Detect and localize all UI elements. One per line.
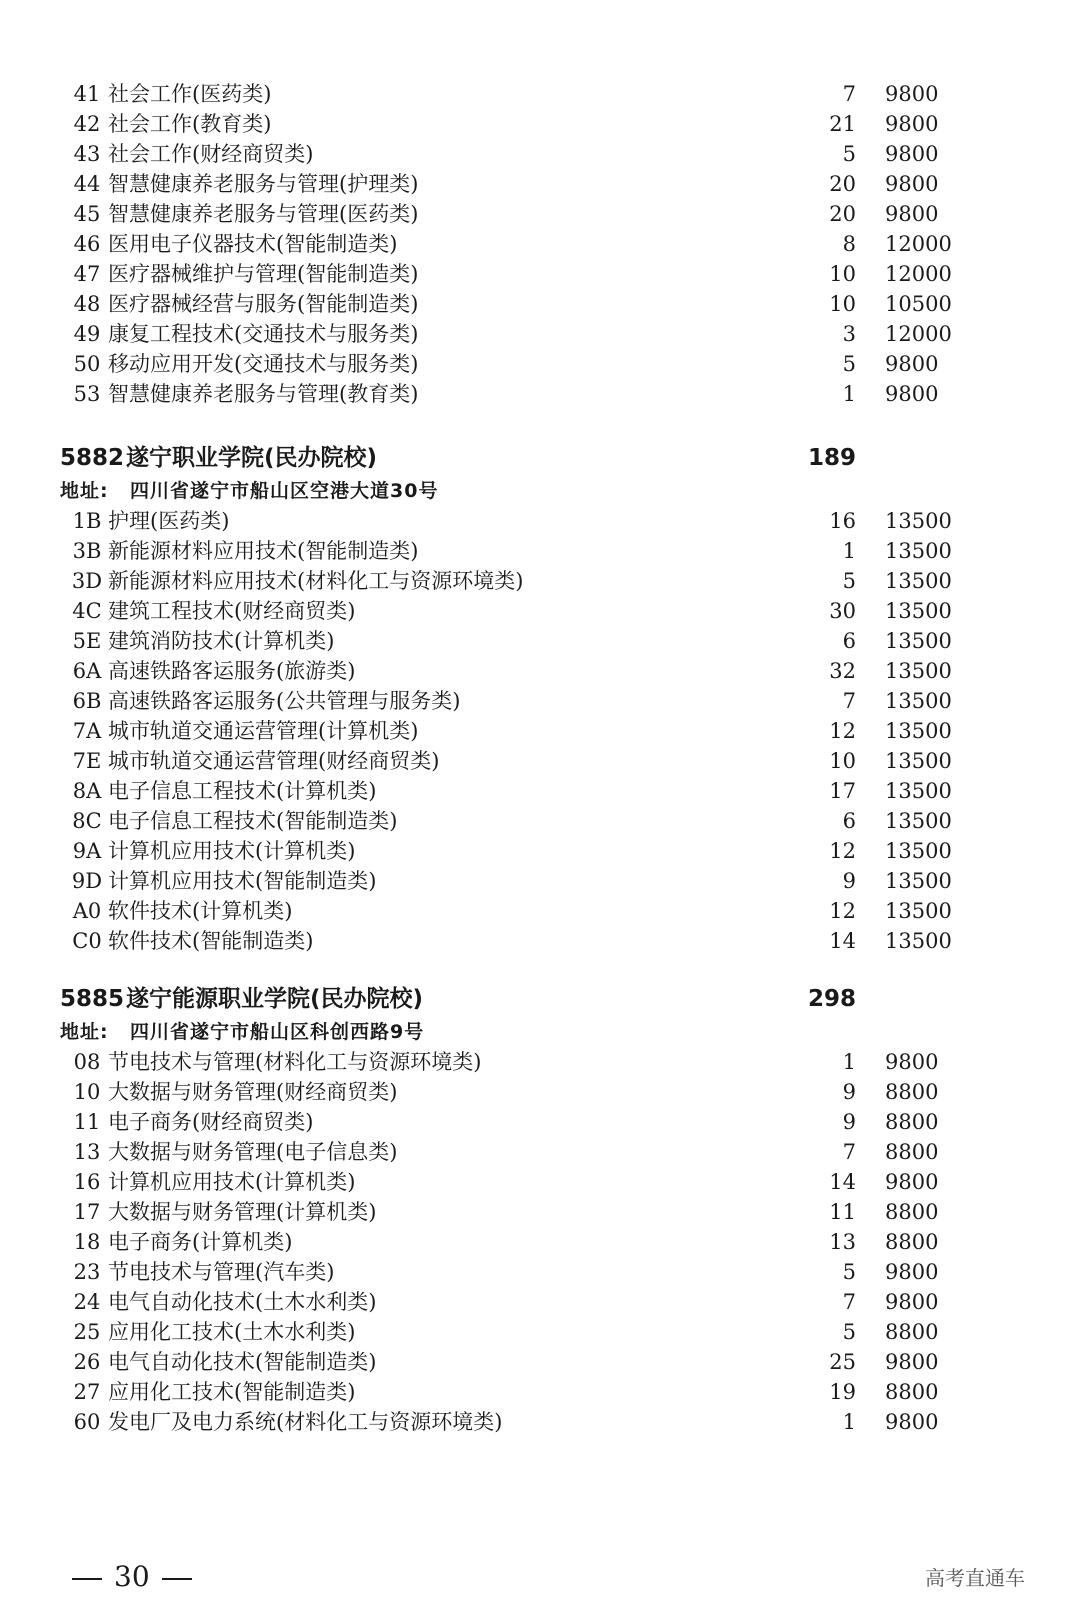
table-row (0, 686, 1080, 716)
program-code: 48 (73, 292, 101, 316)
program-name: 计算机应用技术(计算机类) (108, 839, 356, 863)
school-name: 遂宁职业学院(民办院校) (126, 445, 378, 471)
section-continued (0, 79, 1080, 409)
program-code: 13 (73, 1140, 101, 1164)
program-name: 新能源材料应用技术(材料化工与资源环境类) (108, 569, 524, 593)
program-name: 电子信息工程技术(计算机类) (108, 779, 377, 803)
address-label: 地址: (60, 1021, 109, 1043)
enroll-count: 7 (842, 1140, 856, 1164)
tuition-fee: 12000 (885, 262, 952, 286)
program-code: 3B (72, 539, 102, 563)
enroll-count: 1 (842, 382, 856, 406)
program-code: 9D (71, 869, 103, 893)
table-row (0, 259, 1080, 289)
program-code: 46 (73, 232, 101, 256)
program-name: 软件技术(智能制造类) (108, 929, 314, 953)
program-name: 智慧健康养老服务与管理(医药类) (108, 202, 419, 226)
tuition-fee: 9800 (885, 112, 939, 136)
school-address (0, 1017, 1080, 1047)
section-school-5885 (0, 981, 1080, 1437)
tuition-fee: 9800 (885, 1290, 939, 1314)
tuition-fee: 8800 (885, 1110, 939, 1134)
program-code: 08 (73, 1050, 101, 1074)
table-row (0, 1137, 1080, 1167)
program-code: 25 (73, 1320, 101, 1344)
tuition-fee: 9800 (885, 1050, 939, 1074)
program-name: 医用电子仪器技术(智能制造类) (108, 232, 398, 256)
program-name: 软件技术(计算机类) (108, 899, 293, 923)
table-row (0, 139, 1080, 169)
program-name: 大数据与财务管理(计算机类) (108, 1200, 377, 1224)
table-row (0, 1227, 1080, 1257)
school-address (0, 476, 1080, 506)
table-row (0, 506, 1080, 536)
program-code: 41 (73, 82, 101, 106)
enroll-count: 19 (829, 1380, 856, 1404)
school-id: 5882 (60, 445, 125, 471)
tuition-fee: 13500 (885, 929, 952, 953)
tuition-fee: 13500 (885, 719, 952, 743)
table-row (0, 566, 1080, 596)
tuition-fee: 10500 (885, 292, 952, 316)
school-header (0, 981, 1080, 1017)
program-code: 42 (73, 112, 101, 136)
enroll-count: 5 (842, 1320, 856, 1344)
table-row (0, 289, 1080, 319)
tuition-fee: 9800 (885, 382, 939, 406)
tuition-fee: 13500 (885, 809, 952, 833)
tuition-fee: 9800 (885, 1260, 939, 1284)
program-name: 智慧健康养老服务与管理(护理类) (108, 172, 419, 196)
school-id: 5885 (60, 986, 125, 1012)
dash-right (162, 1578, 192, 1580)
table-row (0, 199, 1080, 229)
enroll-count: 1 (842, 1050, 856, 1074)
enroll-count: 20 (829, 202, 856, 226)
program-name: 节电技术与管理(汽车类) (108, 1260, 335, 1284)
address-text: 四川省遂宁市船山区空港大道30号 (130, 480, 439, 502)
program-name: 应用化工技术(土木水利类) (108, 1320, 356, 1344)
program-code: 17 (73, 1200, 101, 1224)
program-name: 城市轨道交通运营管理(财经商贸类) (108, 749, 440, 773)
program-name: 节电技术与管理(材料化工与资源环境类) (108, 1050, 482, 1074)
table-row (0, 716, 1080, 746)
dash-left (72, 1578, 102, 1580)
program-code: 8C (72, 809, 102, 833)
table-row (0, 1047, 1080, 1077)
enroll-count: 6 (842, 629, 856, 653)
enroll-count: 16 (829, 509, 856, 533)
enroll-count: 7 (842, 82, 856, 106)
program-name: 医疗器械经营与服务(智能制造类) (108, 292, 419, 316)
program-code: 53 (73, 382, 101, 406)
enroll-count: 21 (829, 112, 856, 136)
program-code: 3D (71, 569, 103, 593)
program-code: 18 (73, 1230, 101, 1254)
enroll-count: 6 (842, 809, 856, 833)
table-row (0, 1407, 1080, 1437)
tuition-fee: 13500 (885, 779, 952, 803)
program-code: 4C (72, 599, 102, 623)
table-row (0, 1347, 1080, 1377)
address-text: 四川省遂宁市船山区科创西路9号 (130, 1021, 425, 1043)
tuition-fee: 9800 (885, 352, 939, 376)
table-row (0, 1317, 1080, 1347)
program-name: 应用化工技术(智能制造类) (108, 1380, 356, 1404)
program-code: 24 (73, 1290, 101, 1314)
tuition-fee: 13500 (885, 839, 952, 863)
table-row (0, 776, 1080, 806)
program-code: 1B (72, 509, 102, 533)
program-name: 新能源材料应用技术(智能制造类) (108, 539, 419, 563)
program-code: 5E (72, 629, 102, 653)
enroll-count: 5 (842, 569, 856, 593)
program-code: 9A (72, 839, 102, 863)
enroll-count: 14 (829, 1170, 856, 1194)
enroll-count: 17 (829, 779, 856, 803)
table-row (0, 1377, 1080, 1407)
tuition-fee: 12000 (885, 232, 952, 256)
tuition-fee: 13500 (885, 509, 952, 533)
program-code: 8A (72, 779, 102, 803)
enroll-count: 20 (829, 172, 856, 196)
tuition-fee: 8800 (885, 1380, 939, 1404)
enroll-count: 1 (842, 1410, 856, 1434)
enroll-count: 13 (829, 1230, 856, 1254)
enroll-count: 8 (842, 232, 856, 256)
enroll-count: 12 (829, 839, 856, 863)
section-school-5882 (0, 440, 1080, 956)
program-name: 高速铁路客运服务(旅游类) (108, 659, 356, 683)
enroll-count: 5 (842, 142, 856, 166)
address-label: 地址: (60, 480, 109, 502)
tuition-fee: 8800 (885, 1080, 939, 1104)
table-row (0, 79, 1080, 109)
watermark: 高考直通车 (925, 1566, 1025, 1590)
program-name: 社会工作(教育类) (108, 112, 272, 136)
tuition-fee: 13500 (885, 869, 952, 893)
enroll-count: 10 (829, 262, 856, 286)
enroll-count: 3 (842, 322, 856, 346)
tuition-fee: 8800 (885, 1230, 939, 1254)
program-name: 移动应用开发(交通技术与服务类) (108, 352, 419, 376)
tuition-fee: 9800 (885, 82, 939, 106)
program-name: 电气自动化技术(智能制造类) (108, 1350, 377, 1374)
enroll-count: 32 (829, 659, 856, 683)
school-total: 189 (807, 445, 856, 471)
enroll-count: 1 (842, 539, 856, 563)
table-row (0, 866, 1080, 896)
program-code: 7E (72, 749, 102, 773)
program-name: 社会工作(财经商贸类) (108, 142, 314, 166)
program-code: 10 (73, 1080, 101, 1104)
program-name: 大数据与财务管理(电子信息类) (108, 1140, 398, 1164)
program-code: 49 (73, 322, 101, 346)
page-number-footer (60, 1560, 204, 1593)
enroll-count: 12 (829, 899, 856, 923)
program-name: 计算机应用技术(智能制造类) (108, 869, 377, 893)
enroll-count: 9 (842, 869, 856, 893)
tuition-fee: 8800 (885, 1140, 939, 1164)
program-name: 建筑消防技术(计算机类) (108, 629, 335, 653)
program-name: 康复工程技术(交通技术与服务类) (108, 322, 419, 346)
program-code: A0 (72, 899, 102, 923)
tuition-fee: 9800 (885, 1410, 939, 1434)
program-code: 43 (73, 142, 101, 166)
table-row (0, 926, 1080, 956)
program-name: 社会工作(医药类) (108, 82, 272, 106)
table-row (0, 626, 1080, 656)
enroll-count: 7 (842, 1290, 856, 1314)
tuition-fee: 9800 (885, 1170, 939, 1194)
enroll-count: 11 (829, 1200, 856, 1224)
program-name: 城市轨道交通运营管理(计算机类) (108, 719, 419, 743)
enroll-count: 10 (829, 749, 856, 773)
enroll-count: 9 (842, 1080, 856, 1104)
tuition-fee: 9800 (885, 202, 939, 226)
program-name: 电子商务(财经商贸类) (108, 1110, 314, 1134)
tuition-fee: 9800 (885, 1350, 939, 1374)
program-code: 44 (73, 172, 101, 196)
table-row (0, 1167, 1080, 1197)
table-row (0, 656, 1080, 686)
table-row (0, 379, 1080, 409)
program-name: 大数据与财务管理(财经商贸类) (108, 1080, 398, 1104)
tuition-fee: 9800 (885, 172, 939, 196)
enroll-count: 5 (842, 352, 856, 376)
table-row (0, 806, 1080, 836)
page-number: 30 (114, 1560, 150, 1593)
enroll-count: 25 (829, 1350, 856, 1374)
table-row (0, 746, 1080, 776)
tuition-fee: 13500 (885, 899, 952, 923)
table-row (0, 896, 1080, 926)
program-code: 47 (73, 262, 101, 286)
enroll-count: 9 (842, 1110, 856, 1134)
program-name: 电子商务(计算机类) (108, 1230, 293, 1254)
program-code: 26 (73, 1350, 101, 1374)
table-row (0, 1257, 1080, 1287)
table-row (0, 169, 1080, 199)
enroll-count: 12 (829, 719, 856, 743)
program-name: 电气自动化技术(土木水利类) (108, 1290, 377, 1314)
program-name: 智慧健康养老服务与管理(教育类) (108, 382, 419, 406)
tuition-fee: 8800 (885, 1200, 939, 1224)
table-row (0, 1077, 1080, 1107)
table-row (0, 536, 1080, 566)
tuition-fee: 13500 (885, 659, 952, 683)
program-code: 45 (73, 202, 101, 226)
program-code: 7A (72, 719, 102, 743)
table-row (0, 349, 1080, 379)
table-row (0, 319, 1080, 349)
enroll-count: 10 (829, 292, 856, 316)
table-row (0, 1107, 1080, 1137)
enroll-count: 14 (829, 929, 856, 953)
enroll-count: 5 (842, 1260, 856, 1284)
tuition-fee: 13500 (885, 629, 952, 653)
program-name: 电子信息工程技术(智能制造类) (108, 809, 398, 833)
tuition-fee: 13500 (885, 689, 952, 713)
program-code: 6A (72, 659, 102, 683)
tuition-fee: 12000 (885, 322, 952, 346)
program-code: 60 (73, 1410, 101, 1434)
enroll-count: 30 (829, 599, 856, 623)
tuition-fee: 9800 (885, 142, 939, 166)
table-row (0, 1287, 1080, 1317)
table-row (0, 229, 1080, 259)
program-code: 11 (73, 1110, 101, 1134)
tuition-fee: 13500 (885, 749, 952, 773)
table-row (0, 109, 1080, 139)
program-code: 23 (73, 1260, 101, 1284)
program-name: 医疗器械维护与管理(智能制造类) (108, 262, 419, 286)
tuition-fee: 8800 (885, 1320, 939, 1344)
tuition-fee: 13500 (885, 569, 952, 593)
program-name: 高速铁路客运服务(公共管理与服务类) (108, 689, 461, 713)
program-name: 计算机应用技术(计算机类) (108, 1170, 356, 1194)
school-total: 298 (807, 986, 856, 1012)
program-code: 27 (73, 1380, 101, 1404)
table-row (0, 1197, 1080, 1227)
program-name: 建筑工程技术(财经商贸类) (108, 599, 356, 623)
program-code: 50 (73, 352, 101, 376)
table-row (0, 596, 1080, 626)
program-list (0, 1047, 1080, 1437)
program-code: 6B (72, 689, 102, 713)
program-name: 发电厂及电力系统(材料化工与资源环境类) (108, 1410, 503, 1434)
program-code: C0 (72, 929, 102, 953)
program-code: 16 (73, 1170, 101, 1194)
program-name: 护理(医药类) (108, 509, 230, 533)
tuition-fee: 13500 (885, 539, 952, 563)
tuition-fee: 13500 (885, 599, 952, 623)
table-row (0, 836, 1080, 866)
school-name: 遂宁能源职业学院(民办院校) (126, 986, 424, 1012)
program-list (0, 506, 1080, 956)
school-header (0, 440, 1080, 476)
enroll-count: 7 (842, 689, 856, 713)
